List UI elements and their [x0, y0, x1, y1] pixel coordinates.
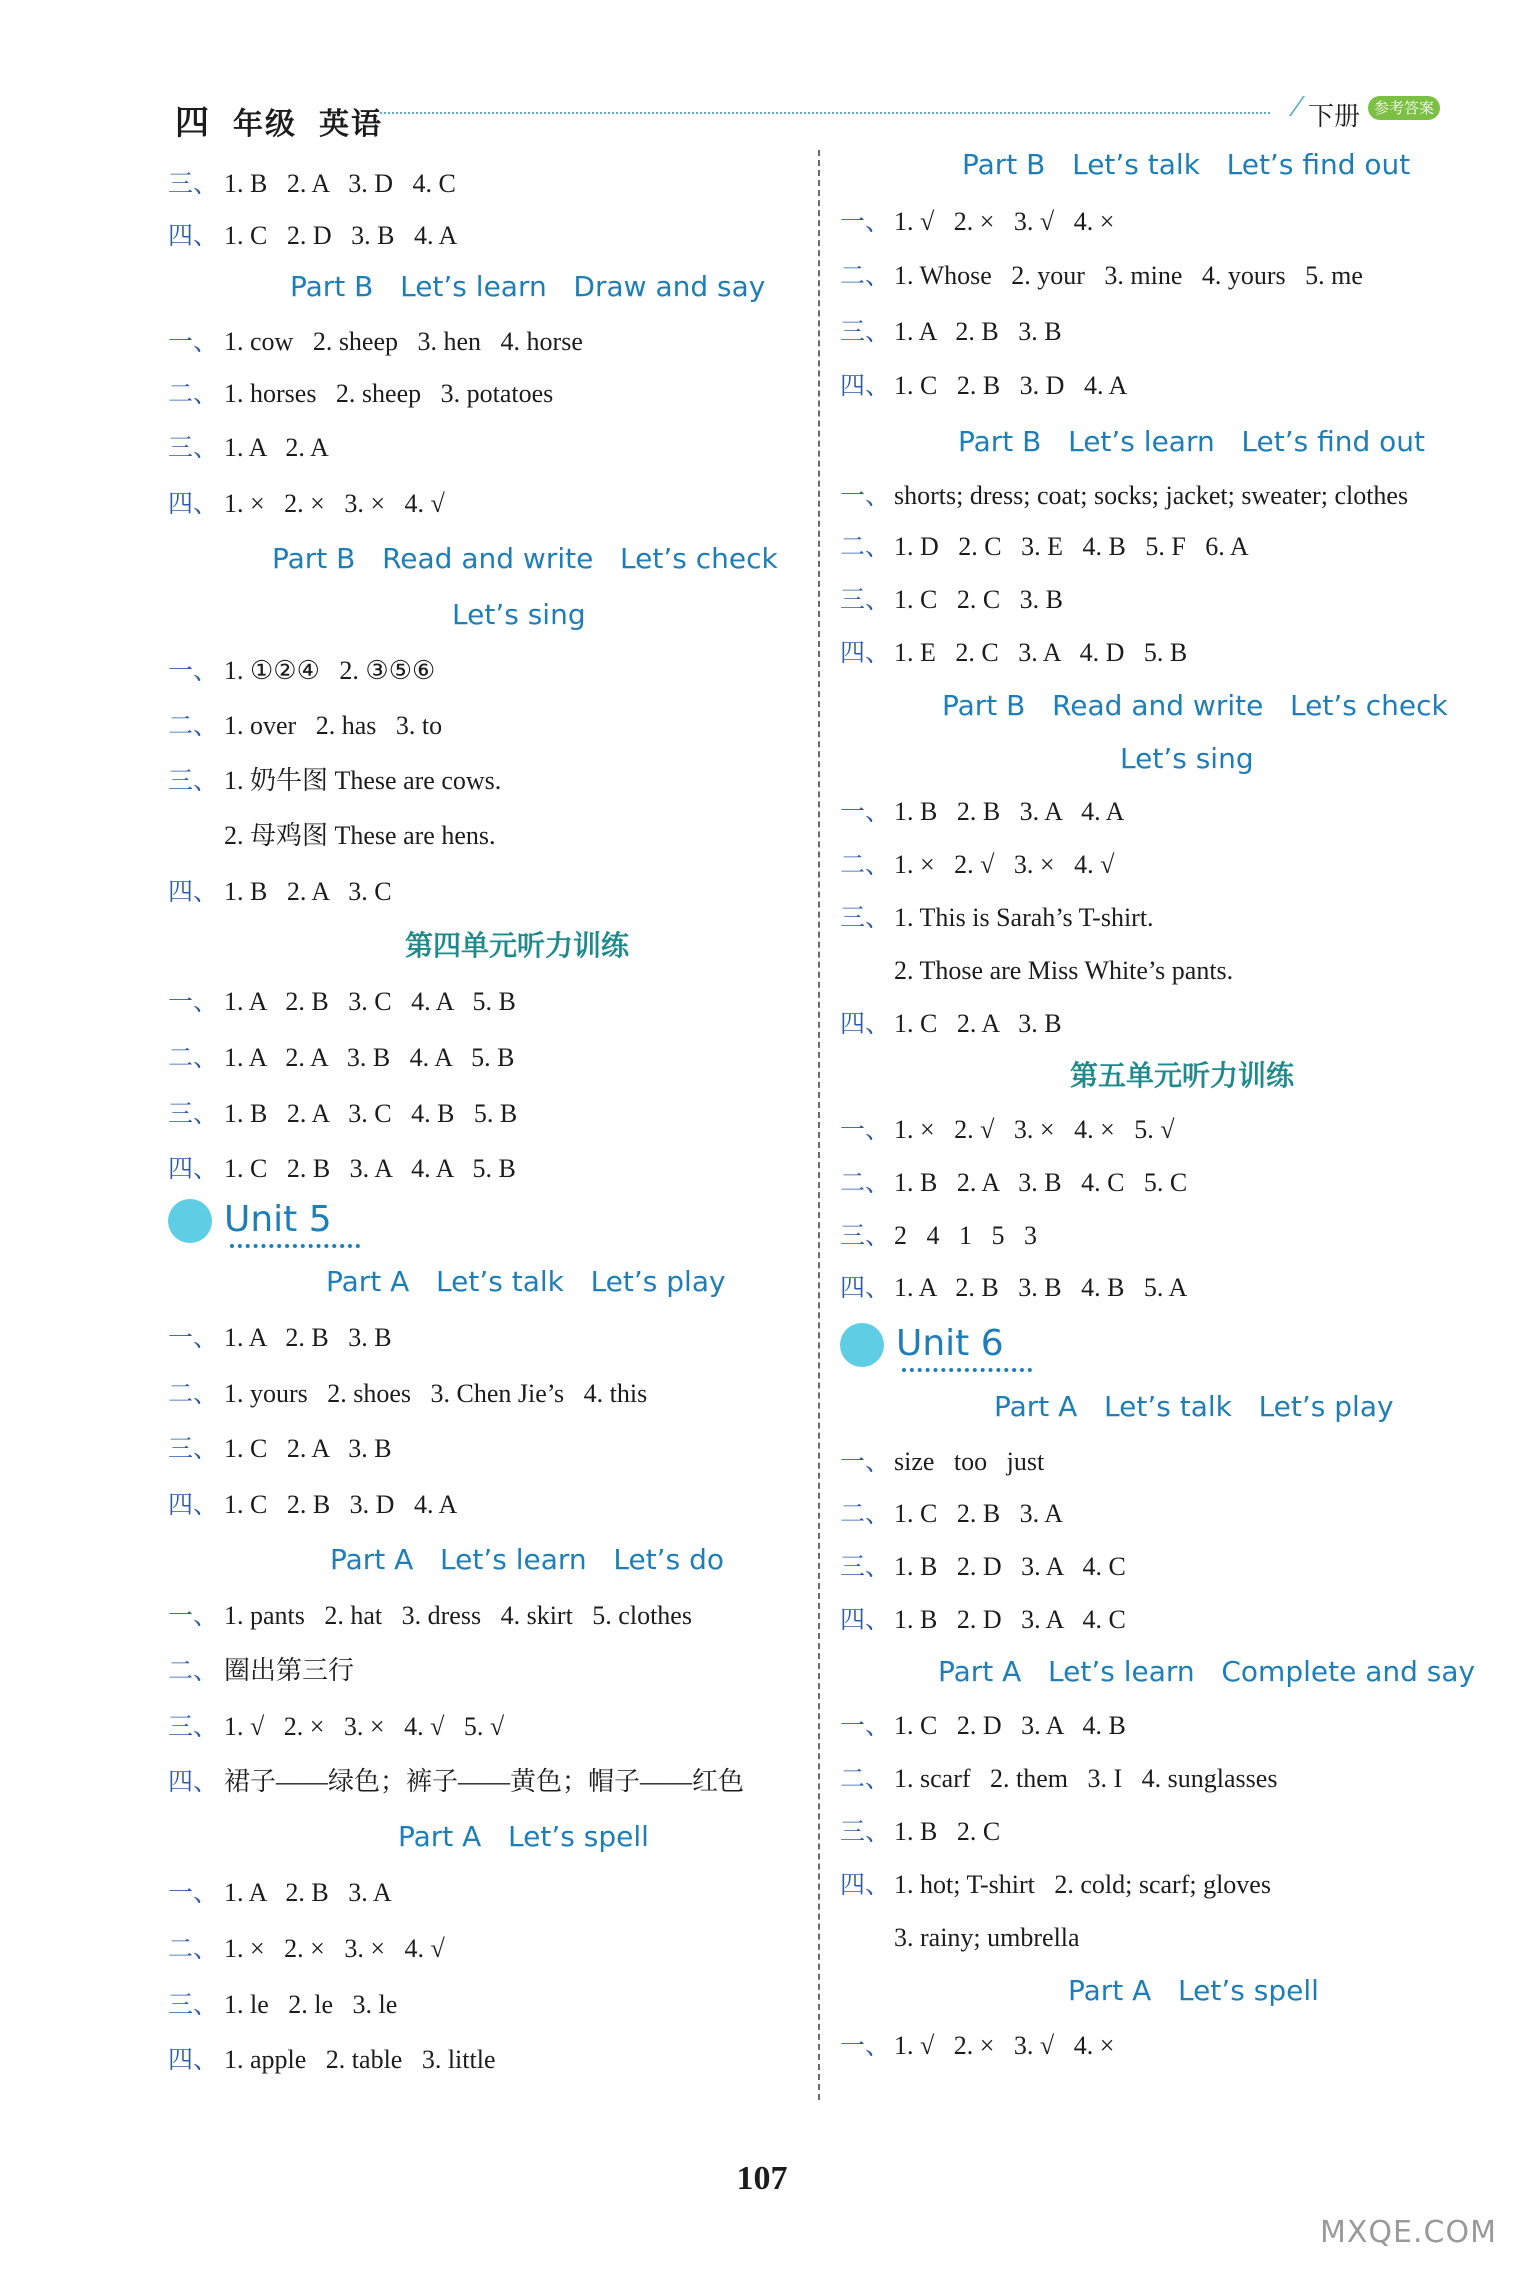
- question-number: 三、: [168, 766, 219, 795]
- answer-text: 1. C 2. B 3. D 4. A: [894, 371, 1128, 400]
- answer-text: 1. E 2. C 3. A 4. D 5. B: [894, 638, 1188, 667]
- answer-row: [840, 1272, 1187, 1304]
- unit-label: Unit 5: [224, 1199, 332, 1240]
- header-rule: [380, 112, 1270, 114]
- answer-row: [168, 820, 495, 852]
- question-number: 四、: [840, 1605, 891, 1634]
- question-number: 三、: [840, 1221, 891, 1250]
- header-subject: 英语: [319, 108, 383, 141]
- page-header: [0, 0, 1524, 150]
- answer-text: 1. D 2. C 3. E 4. B 5. F 6. A: [894, 532, 1249, 561]
- answer-row: [168, 1711, 504, 1743]
- answer-row: [840, 584, 1063, 616]
- answer-row: [840, 1551, 1126, 1583]
- answer-text: 1. × 2. × 3. × 4. √: [224, 1934, 445, 1963]
- answer-row: [168, 1933, 445, 1965]
- answer-row: [168, 1989, 397, 2021]
- question-number: 一、: [168, 327, 219, 356]
- question-number: 四、: [168, 877, 219, 906]
- question-number: 三、: [168, 1434, 219, 1463]
- question-number: 一、: [840, 1711, 891, 1740]
- answer-text: 2 4 1 5 3: [894, 1221, 1037, 1250]
- question-number: 四、: [168, 2045, 219, 2074]
- answer-row: [840, 1114, 1175, 1146]
- section-heading: Part B Let’s talk Let’s find out: [962, 148, 1411, 181]
- listening-section-heading: 第四单元听力训练: [405, 931, 630, 962]
- answer-row: [168, 986, 516, 1018]
- answer-row: [168, 378, 553, 410]
- answer-text: 1. A 2. A 3. B 4. A 5. B: [224, 1043, 515, 1072]
- question-number: 二、: [168, 1934, 219, 1963]
- section-heading: Part B Read and write Let’s check: [942, 689, 1448, 722]
- answer-row: [168, 1433, 392, 1465]
- answer-text: 1. C 2. D 3. A 4. B: [894, 1711, 1126, 1740]
- answer-row: [840, 1498, 1063, 1530]
- question-number: 三、: [168, 1712, 219, 1741]
- answer-text: 1. le 2. le 3. le: [224, 1990, 398, 2019]
- question-number: 二、: [840, 1499, 891, 1528]
- answer-text: 1. C 2. B 3. D 4. A: [224, 1490, 458, 1519]
- section-heading: Part A Let’s talk Let’s play: [326, 1265, 726, 1298]
- answer-row: [168, 488, 445, 520]
- answer-text: 1. × 2. √ 3. × 4. √: [894, 850, 1115, 879]
- answer-text: 1. This is Sarah’s T-shirt.: [894, 903, 1154, 932]
- answer-row: [168, 432, 329, 464]
- section-heading: Part A Let’s learn Let’s do: [330, 1543, 724, 1576]
- question-number: 四、: [168, 1154, 219, 1183]
- question-number: 一、: [168, 1323, 219, 1352]
- question-number: 一、: [840, 1447, 891, 1476]
- answer-row: [840, 1710, 1126, 1742]
- answer-text: 圈出第三行: [224, 1656, 355, 1685]
- answer-row: [168, 168, 456, 200]
- answer-row: [840, 1167, 1187, 1199]
- question-number: 四、: [168, 1490, 219, 1519]
- answer-text: 1. ①②④ 2. ③⑤⑥: [224, 656, 436, 685]
- question-number: 三、: [840, 1552, 891, 1581]
- section-heading: Part A Let’s spell: [398, 1820, 649, 1853]
- answer-row: [840, 849, 1114, 881]
- answer-row: [840, 955, 1233, 987]
- section-heading: Let’s sing: [452, 598, 586, 631]
- answer-row: [840, 637, 1187, 669]
- question-number: 一、: [840, 1115, 891, 1144]
- question-number: 二、: [168, 1379, 219, 1408]
- answer-row: [168, 710, 442, 742]
- header-grade: 四: [175, 105, 211, 142]
- question-number: 三、: [840, 903, 891, 932]
- answer-row: [168, 220, 457, 252]
- answer-text: 1. × 2. √ 3. × 4. × 5. √: [894, 1115, 1175, 1144]
- answer-text: 1. B 2. A 3. B 4. C 5. C: [894, 1168, 1188, 1197]
- question-number: 二、: [168, 1656, 219, 1685]
- question-number: 一、: [840, 207, 891, 236]
- answer-row: [840, 370, 1127, 402]
- question-number: 二、: [840, 261, 891, 290]
- unit-underline-dots: [902, 1368, 1032, 1372]
- unit-label: Unit 6: [896, 1323, 1004, 1364]
- answer-text: 1. B 2. A 3. C: [224, 877, 392, 906]
- answer-text: 1. A 2. B 3. B: [894, 317, 1062, 346]
- answer-row: [168, 1098, 517, 1130]
- answer-row: [168, 1378, 647, 1410]
- answer-row: [840, 1008, 1062, 1040]
- question-number: 三、: [840, 1817, 891, 1846]
- answer-text: 1. C 2. C 3. B: [894, 585, 1064, 614]
- question-number: 四、: [840, 638, 891, 667]
- answer-row: [168, 2044, 496, 2076]
- section-heading: Part A Let’s learn Complete and say: [938, 1655, 1476, 1688]
- question-number: 二、: [168, 711, 219, 740]
- unit-circle-icon: [168, 1199, 212, 1243]
- answer-text: 1. √ 2. × 3. × 4. √ 5. √: [224, 1712, 505, 1741]
- answer-text: 1. C 2. B 3. A 4. A 5. B: [224, 1154, 516, 1183]
- question-number: 二、: [840, 532, 891, 561]
- answer-row: [840, 796, 1124, 828]
- answer-text: size too just: [894, 1447, 1045, 1476]
- answer-row: [168, 1655, 354, 1687]
- answer-text: 1. C 2. A 3. B: [894, 1009, 1062, 1038]
- question-number: 二、: [840, 850, 891, 879]
- answer-text: 1. apple 2. table 3. little: [224, 2045, 496, 2074]
- answer-text: 1. A 2. A: [224, 433, 329, 462]
- question-number: 三、: [168, 1990, 219, 2019]
- answer-text: 1. scarf 2. them 3. I 4. sunglasses: [894, 1764, 1278, 1793]
- unit-circle-icon: [840, 1323, 884, 1367]
- question-number: 四、: [840, 371, 891, 400]
- answer-text: 3. rainy; umbrella: [894, 1923, 1080, 1952]
- answer-row: [840, 480, 1408, 512]
- answer-text: 1. B 2. A 3. D 4. C: [224, 169, 456, 198]
- answer-row: [840, 260, 1363, 292]
- header-grade-subject: [175, 95, 405, 144]
- answer-row: [168, 1153, 516, 1185]
- section-heading: Part A Let’s spell: [1068, 1974, 1319, 2007]
- answer-row: [840, 1763, 1277, 1795]
- section-heading: Part B Let’s learn Draw and say: [290, 270, 766, 303]
- answer-text: 1. 奶牛图 These are cows.: [224, 766, 502, 795]
- answer-row: [840, 2030, 1114, 2062]
- answer-row: [168, 1766, 744, 1798]
- question-number: 三、: [168, 1099, 219, 1128]
- answer-text: 1. C 2. B 3. A: [894, 1499, 1064, 1528]
- answer-text: 1. B 2. C: [894, 1817, 1001, 1846]
- answer-row: [840, 1869, 1271, 1901]
- question-number: 三、: [168, 433, 219, 462]
- answer-text: 2. Those are Miss White’s pants.: [894, 956, 1234, 985]
- answer-row: [168, 655, 435, 687]
- answer-text: 1. over 2. has 3. to: [224, 711, 443, 740]
- answer-text: 1. A 2. B 3. C 4. A 5. B: [224, 987, 516, 1016]
- answer-text: 1. A 2. B 3. A: [224, 1878, 392, 1907]
- answer-row: [840, 316, 1062, 348]
- question-number: 二、: [168, 379, 219, 408]
- answer-text: 1. hot; T-shirt 2. cold; scarf; gloves: [894, 1870, 1271, 1899]
- question-number: 一、: [840, 481, 891, 510]
- answer-text: 1. × 2. × 3. × 4. √: [224, 489, 445, 518]
- unit-title: [840, 1322, 1004, 1367]
- header-slash-decoration: [1263, 96, 1305, 116]
- answer-row: [840, 1922, 1080, 1954]
- listening-section-heading: 第五单元听力训练: [1070, 1061, 1295, 1092]
- answer-text: shorts; dress; coat; socks; jacket; sweater; clothes: [894, 481, 1409, 510]
- unit-underline-dots: [230, 1244, 360, 1248]
- column-divider: [818, 150, 820, 2100]
- answer-text: 1. B 2. B 3. A 4. A: [894, 797, 1125, 826]
- answer-row: [840, 206, 1114, 238]
- answer-text: 1. √ 2. × 3. √ 4. ×: [894, 2031, 1115, 2060]
- question-number: 四、: [168, 1767, 219, 1796]
- section-heading: Part A Let’s talk Let’s play: [994, 1390, 1394, 1423]
- section-heading: Part B Read and write Let’s check: [272, 542, 778, 575]
- answer-row: [168, 1042, 514, 1074]
- question-number: 三、: [840, 317, 891, 346]
- question-number: 三、: [840, 585, 891, 614]
- answer-row: [168, 326, 583, 358]
- section-heading: Part B Let’s learn Let’s find out: [958, 425, 1426, 458]
- header-grade-label: 年级: [233, 108, 297, 141]
- answer-text: 1. cow 2. sheep 3. hen 4. horse: [224, 327, 583, 356]
- answer-row: [168, 876, 392, 908]
- question-number: 四、: [840, 1870, 891, 1899]
- answer-row: [168, 1322, 392, 1354]
- header-volume: 下册: [1308, 102, 1361, 132]
- question-number: 四、: [168, 221, 219, 250]
- question-number: 四、: [840, 1273, 891, 1302]
- answer-text: 1. yours 2. shoes 3. Chen Jie’s 4. this: [224, 1379, 648, 1408]
- answer-text: 2. 母鸡图 These are hens.: [224, 821, 496, 850]
- answer-row: [840, 1816, 1000, 1848]
- question-number: 一、: [168, 1601, 219, 1630]
- watermark: MXQE.COM: [1320, 2215, 1497, 2250]
- answer-row: [840, 1446, 1044, 1478]
- answer-row: [840, 531, 1249, 563]
- unit-title: [168, 1198, 332, 1243]
- question-number: 四、: [168, 489, 219, 518]
- answer-row: [840, 1604, 1126, 1636]
- answer-text: 1. pants 2. hat 3. dress 4. skirt 5. clothes: [224, 1601, 692, 1630]
- question-number: 二、: [168, 1043, 219, 1072]
- header-badge: 参考答案: [1368, 96, 1440, 120]
- answer-text: 裙子——绿色；裤子——黄色；帽子——红色: [224, 1767, 745, 1796]
- answer-row: [168, 1877, 392, 1909]
- answer-row: [840, 1220, 1037, 1252]
- page-number: 107: [736, 2160, 788, 2197]
- answer-text: 1. B 2. D 3. A 4. C: [894, 1605, 1126, 1634]
- answer-text: 1. √ 2. × 3. √ 4. ×: [894, 207, 1115, 236]
- answer-text: 1. B 2. D 3. A 4. C: [894, 1552, 1126, 1581]
- question-number: 一、: [840, 797, 891, 826]
- answer-text: 1. C 2. D 3. B 4. A: [224, 221, 458, 250]
- section-heading: Let’s sing: [1120, 742, 1254, 775]
- question-number: 四、: [840, 1009, 891, 1038]
- answer-row: [840, 902, 1154, 934]
- question-number: 三、: [168, 169, 219, 198]
- answer-row: [168, 1489, 457, 1521]
- answer-text: 1. A 2. B 3. B 4. B 5. A: [894, 1273, 1188, 1302]
- question-number: 二、: [840, 1168, 891, 1197]
- answer-text: 1. Whose 2. your 3. mine 4. yours 5. me: [894, 261, 1363, 290]
- answer-text: 1. horses 2. sheep 3. potatoes: [224, 379, 554, 408]
- answer-row: [168, 1600, 692, 1632]
- answer-row: [168, 765, 501, 797]
- question-number: 一、: [168, 1878, 219, 1907]
- answer-text: 1. C 2. A 3. B: [224, 1434, 392, 1463]
- answer-text: 1. B 2. A 3. C 4. B 5. B: [224, 1099, 518, 1128]
- question-number: 二、: [840, 1764, 891, 1793]
- question-number: 一、: [168, 987, 219, 1016]
- answer-text: 1. A 2. B 3. B: [224, 1323, 392, 1352]
- question-number: 一、: [168, 656, 219, 685]
- question-number: 一、: [840, 2031, 891, 2060]
